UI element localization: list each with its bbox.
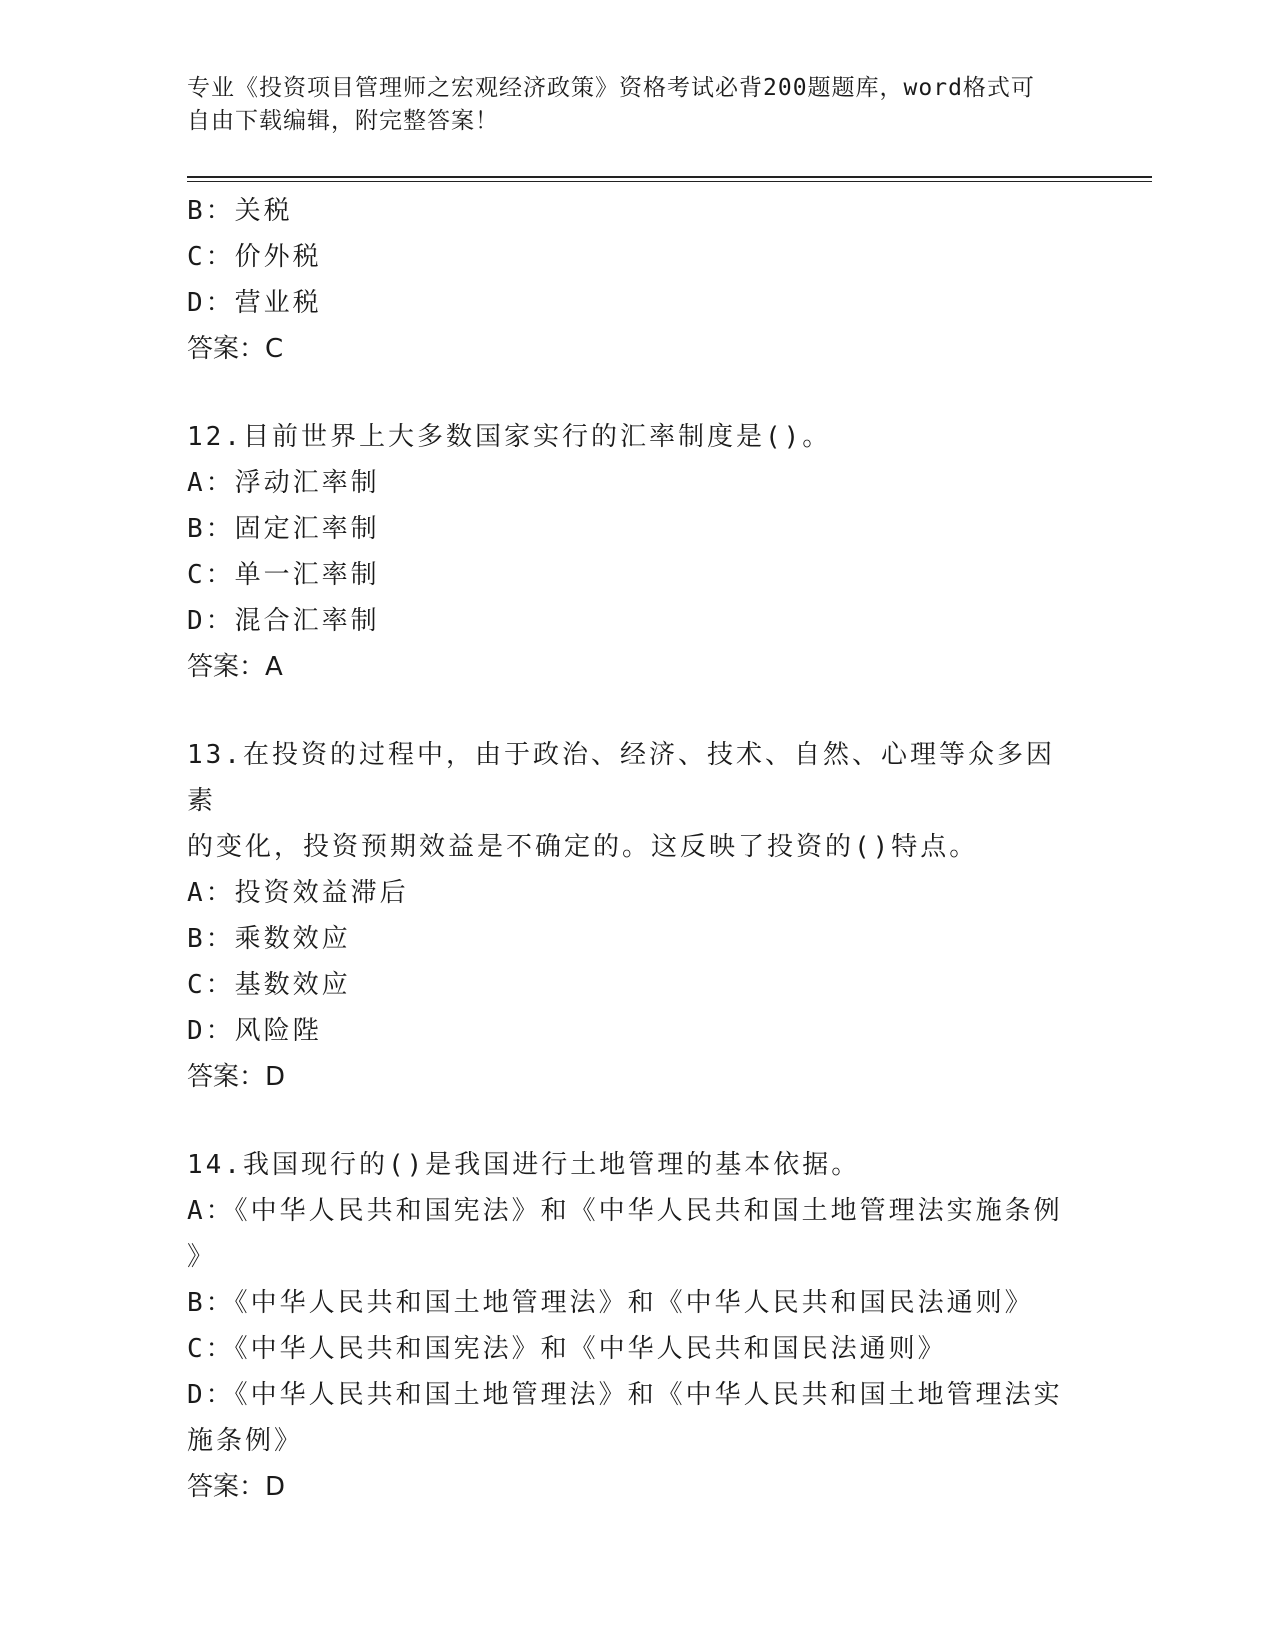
option-b: B：固定汇率制 — [187, 514, 380, 544]
option-a: A：投资效益滞后 — [187, 878, 409, 908]
question-12 — [187, 414, 1067, 690]
answer: 答案：D — [187, 1062, 286, 1092]
option-c: C：单一汇率制 — [187, 560, 380, 590]
question-stem-line-2: 的变化，投资预期效益是不确定的。这反映了投资的()特点。 — [187, 832, 979, 862]
option-c: C：基数效应 — [187, 970, 351, 1000]
option-a: A：浮动汇率制 — [187, 468, 380, 498]
answer: 答案：D — [187, 1472, 286, 1502]
spacer — [187, 1100, 1067, 1142]
option-a-line-2: 》 — [187, 1242, 217, 1272]
option-d: D：风险陛 — [187, 1016, 322, 1046]
document-header — [187, 72, 1067, 138]
question-14 — [187, 1142, 1067, 1510]
question-list — [187, 188, 1067, 1510]
option-c: C：《中华人民共和国宪法》和《中华人民共和国民法通则》 — [187, 1334, 947, 1364]
option-d: D：营业税 — [187, 288, 322, 318]
answer: 答案：C — [187, 334, 284, 364]
question-13 — [187, 732, 1067, 1100]
option-a-line-1: A：《中华人民共和国宪法》和《中华人民共和国土地管理法实施条例 — [187, 1196, 1063, 1226]
header-divider — [187, 176, 1152, 182]
answer: 答案：A — [187, 652, 283, 682]
header-line-2: 自由下载编辑，附完整答案！ — [187, 108, 499, 134]
option-b: B：《中华人民共和国土地管理法》和《中华人民共和国民法通则》 — [187, 1288, 1034, 1318]
option-c: C：价外税 — [187, 242, 322, 272]
spacer — [187, 690, 1067, 732]
question-11 — [187, 188, 1067, 372]
option-d: D：混合汇率制 — [187, 606, 380, 636]
question-stem: 14.我国现行的()是我国进行土地管理的基本依据。 — [187, 1150, 861, 1180]
question-stem-line-1: 13.在投资的过程中，由于政治、经济、技术、自然、心理等众多因素 — [187, 740, 1055, 816]
option-b: B：乘数效应 — [187, 924, 351, 954]
option-d-line-1: D：《中华人民共和国土地管理法》和《中华人民共和国土地管理法实 — [187, 1380, 1063, 1410]
header-line-1: 专业《投资项目管理师之宏观经济政策》资格考试必背200题题库，word格式可 — [187, 75, 1035, 101]
option-b: B：关税 — [187, 196, 293, 226]
question-stem: 12.目前世界上大多数国家实行的汇率制度是()。 — [187, 422, 832, 452]
option-d-line-2: 施条例》 — [187, 1426, 304, 1456]
spacer — [187, 372, 1067, 414]
